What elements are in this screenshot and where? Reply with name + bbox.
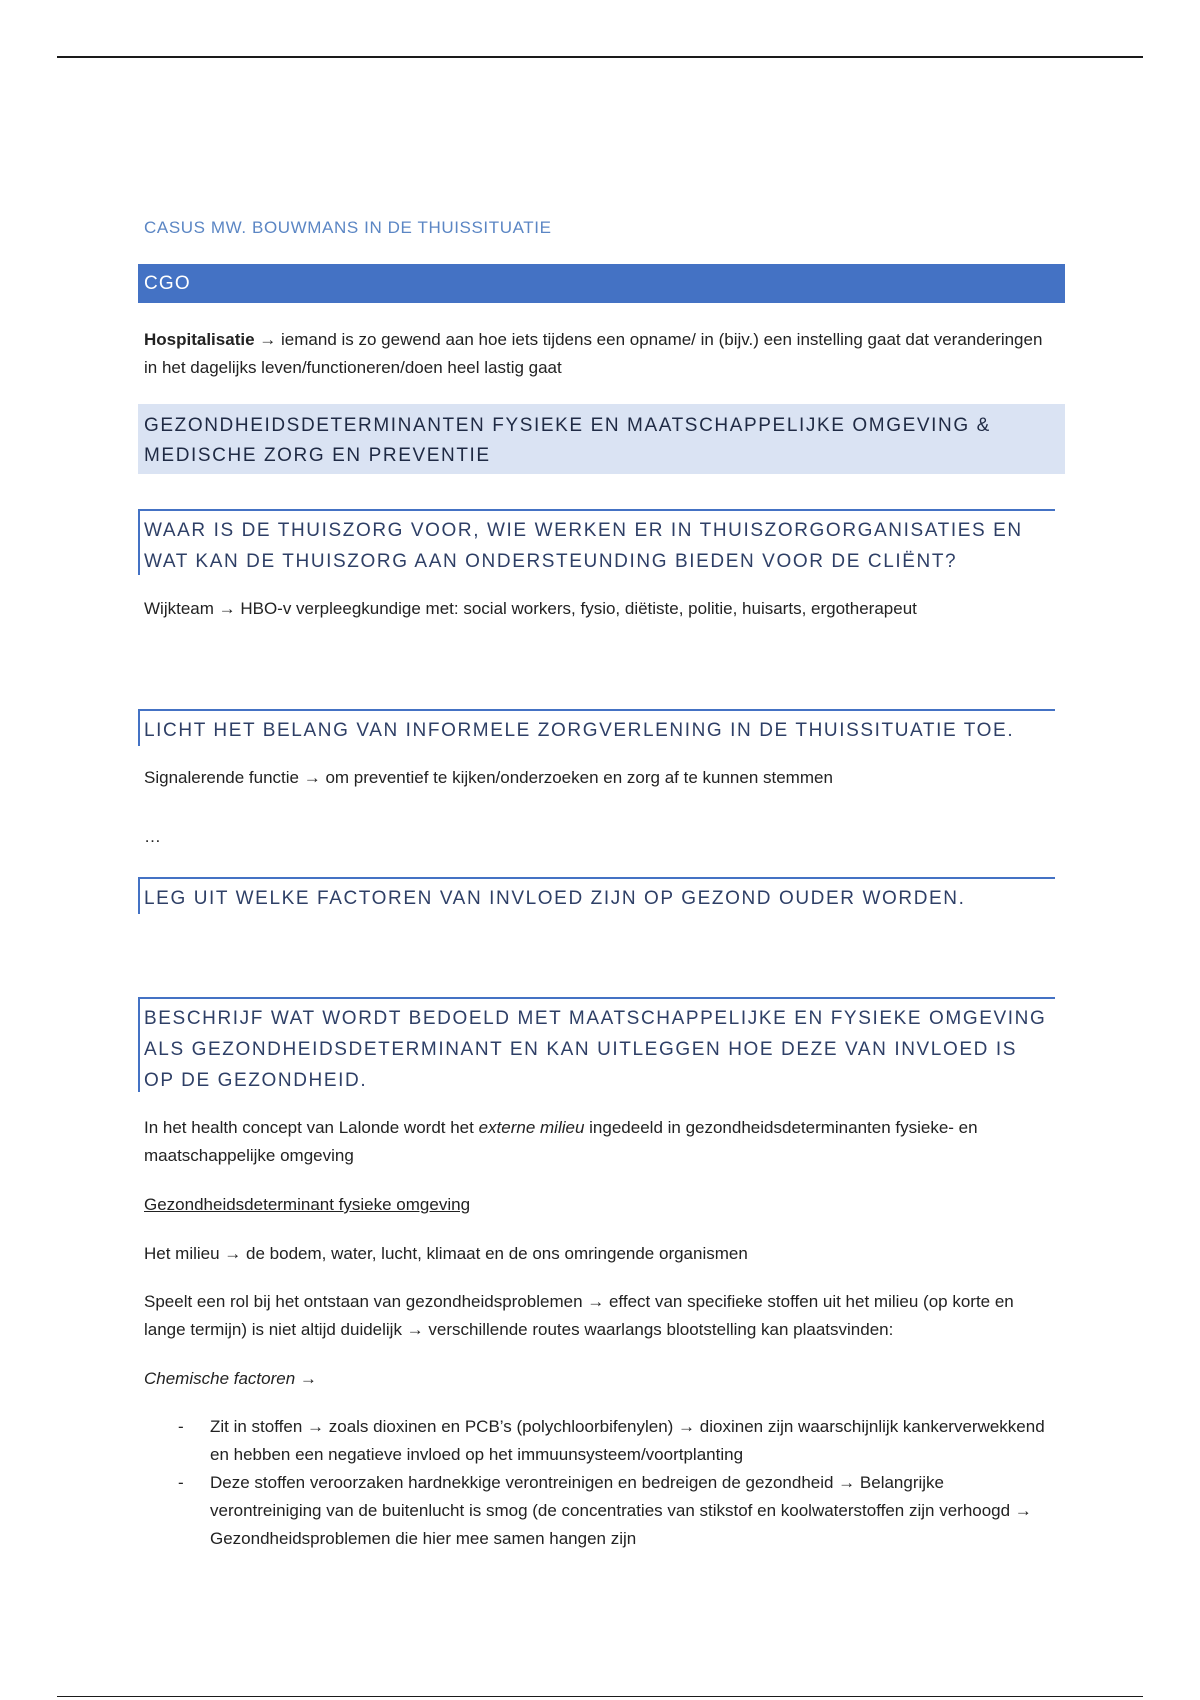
question-heading-gezond-ouder: LEG UIT WELKE FACTOREN VAN INVLOED ZIJN OP GEZOND OUDER WORDEN. [138, 877, 1055, 914]
chemische-factoren-list [138, 1413, 1059, 1553]
question-heading-informele-zorg: LICHT HET BELANG VAN INFORMELE ZORGVERLENING IN DE THUISSITUATIE TOE. [138, 709, 1055, 746]
section-heading-cgo: CGO [138, 264, 1065, 303]
chemische-factoren-label: Chemische factoren → [144, 1369, 317, 1388]
lalonde-intro-b: ingedeeld in gezondheidsdeterminanten fysieke- en maatschappelijke omgeving [144, 1118, 978, 1165]
answer-thuiszorg: Wijkteam → HBO-v verpleegkundige met: social workers, fysio, diëtiste, politie, huisarts, ergotherapeut [144, 599, 917, 618]
lalonde-emphasis: externe milieu [478, 1118, 585, 1137]
ellipsis-text: … [144, 827, 161, 846]
section-heading-determinants: GEZONDHEIDSDETERMINANTEN FYSIEKE EN MAATSCHAPPELIJKE OMGEVING & MEDISCHE ZORG EN PREVENTIE [138, 404, 1065, 474]
hospitalisatie-paragraph [144, 326, 1059, 382]
answer-informele-zorg: Signalerende functie → om preventief te kijken/onderzoeken en zorg af te kunnen stemmen [144, 768, 833, 787]
hospitalisatie-term: Hospitalisatie [144, 330, 255, 349]
arrow-icon: → [259, 330, 277, 349]
list-item: - Zit in stoffen → zoals dioxinen en PCB’s (polychloorbifenylen) → dioxinen zijn waarschijnlijk kankerverwekkend en hebben een negatieve invloed op het immuunsysteem/voortplanting [138, 1413, 1059, 1469]
page-top-rule [57, 56, 1143, 58]
question-heading-thuiszorg: WAAR IS DE THUISZORG VOOR, WIE WERKEN ER IN THUISZORGORGANISATIES EN WAT KAN DE THUISZORG AAN ONDERSTEUNDING BIEDEN VOOR DE CLIËNT? [138, 509, 1055, 575]
lalonde-paragraph [144, 1114, 1059, 1170]
hospitalisatie-definition: iemand is zo gewend aan hoe iets tijdens een opname/ in (bijv.) een instelling gaat dat veranderingen in het dagelijks leven/functioneren/doen heel lastig gaat [144, 330, 1043, 377]
page-bottom-rule [57, 1696, 1143, 1697]
list-item: - Deze stoffen veroorzaken hardnekkige verontreinigen en bedreigen de gezondheid → Belangrijke verontreiniging van de buitenlucht is smog (de concentraties van stikstof en koolwaterstoffen zijn verhoogd → Gezondheidsproblemen die hier mee samen hangen zijn [138, 1469, 1059, 1553]
milieu-paragraph: Het milieu → de bodem, water, lucht, klimaat en de ons omringende organismen [144, 1244, 748, 1263]
role-paragraph: Speelt een rol bij het ontstaan van gezondheidsproblemen → effect van specifieke stoffen uit het milieu (op korte en lange termijn) is niet altijd duidelijk → verschillende routes waarlangs blootstelling kan plaatsvinden: [144, 1292, 1014, 1339]
document-title: CASUS MW. BOUWMANS IN DE THUISSITUATIE [144, 218, 552, 237]
subheading-fysieke-omgeving: Gezondheidsdeterminant fysieke omgeving [144, 1195, 471, 1214]
lalonde-intro-a: In het health concept van Lalonde wordt het [144, 1118, 474, 1137]
question-heading-omgeving: BESCHRIJF WAT WORDT BEDOELD MET MAATSCHAPPELIJKE EN FYSIEKE OMGEVING ALS GEZONDHEIDSDETERMINANT EN KAN UITLEGGEN HOE DEZE VAN INVLOED IS OP DE GEZONDHEID. [138, 997, 1055, 1092]
